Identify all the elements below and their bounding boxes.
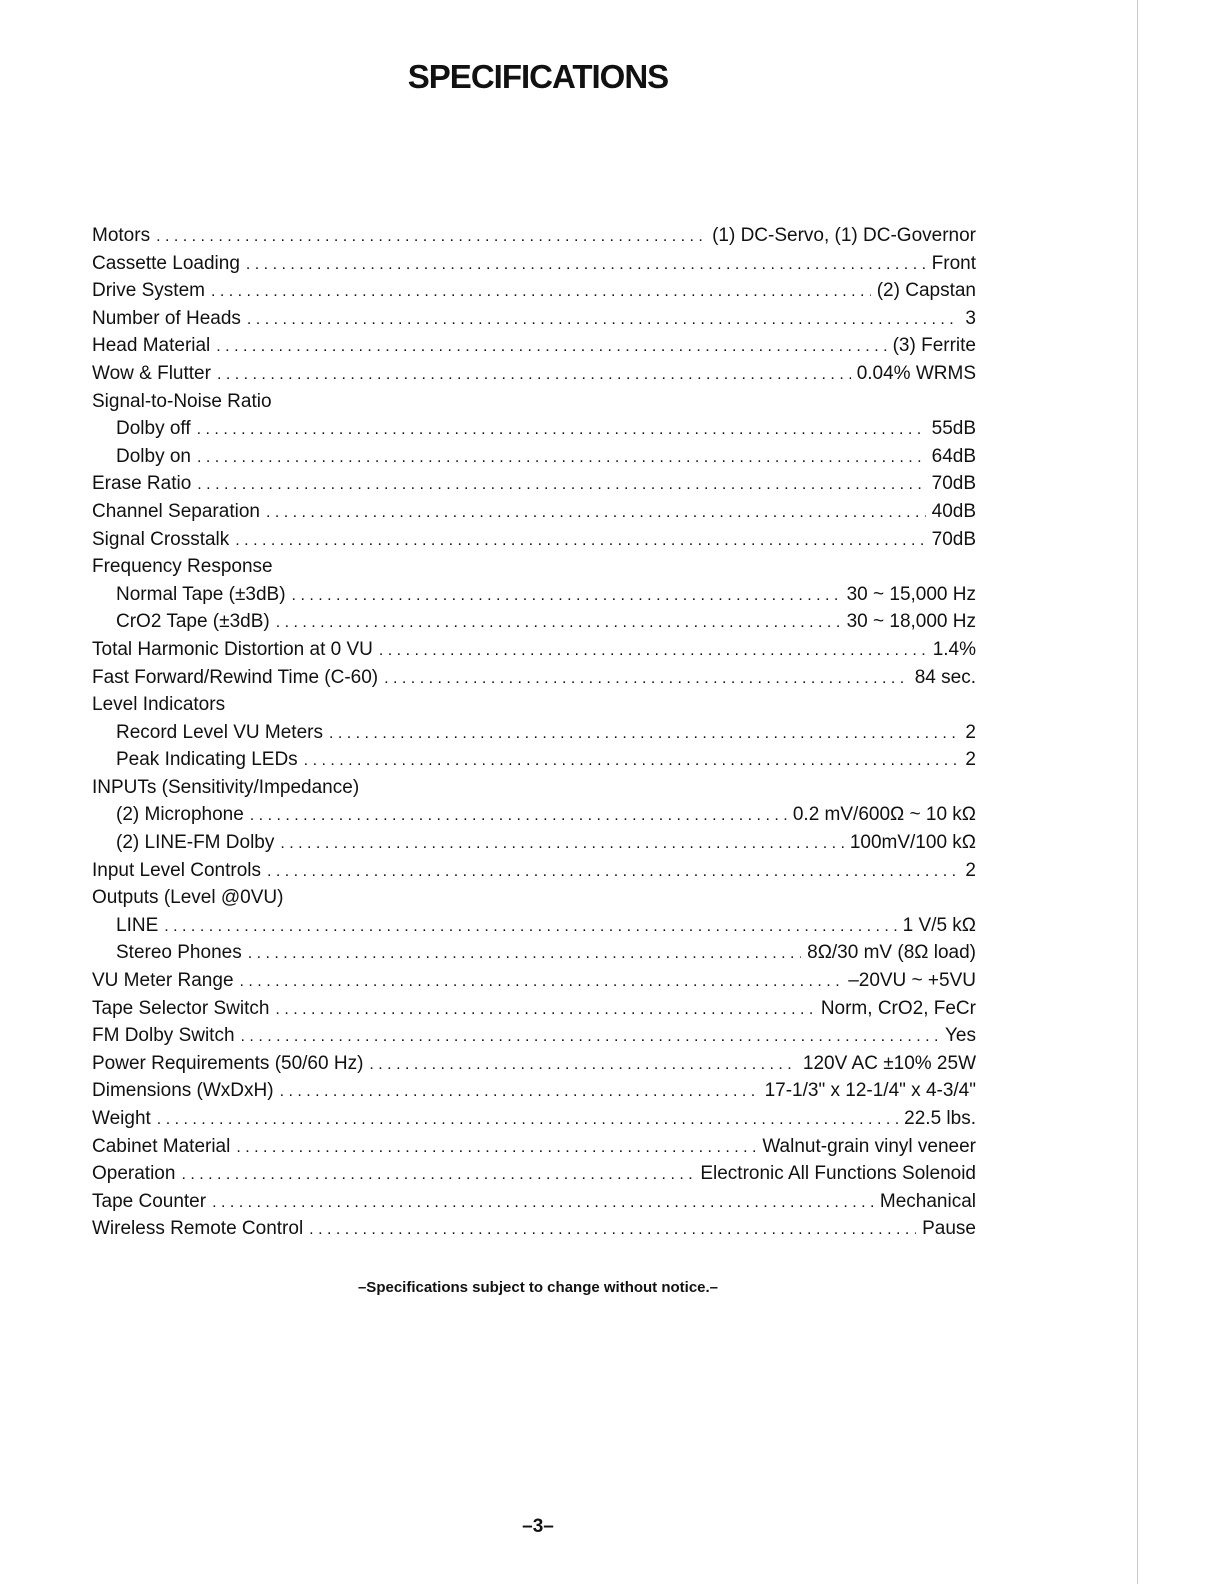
dot-leader [181,1161,694,1189]
spec-label: Stereo Phones [116,942,242,964]
spec-label: CrO2 Tape (±3dB) [116,611,270,633]
spec-row-tape-counter [92,1188,976,1216]
dot-leader [197,416,926,444]
spec-value: Mechanical [879,1190,976,1212]
dot-leader [216,333,886,361]
spec-value: 30 ~ 15,000 Hz [846,583,976,605]
spec-row-tape-selector [92,995,976,1023]
spec-value: –20VU ~ +5VU [848,970,976,992]
spec-row-wow-flutter [92,360,976,388]
spec-value: 30 ~ 18,000 Hz [846,611,976,633]
spec-value: 1 V/5 kΩ [902,914,976,936]
spec-label: Signal Crosstalk [92,528,230,550]
spec-label: Dolby on [116,445,191,467]
spec-label: Number of Heads [92,307,241,329]
spec-value: 3 [965,307,976,329]
dot-leader [329,720,959,748]
spec-label: Fast Forward/Rewind Time (C-60) [92,666,379,688]
spec-row-cassette-loading [92,250,976,278]
dot-leader [247,306,960,334]
spec-label: Head Material [92,335,211,357]
spec-label: Wireless Remote Control [92,1218,304,1240]
spec-row-cabinet-material [92,1133,976,1161]
spec-row-motors [92,222,976,250]
spec-value: Norm, CrO2, FeCr [820,997,976,1019]
spec-value: Walnut-grain vinyl veneer [762,1135,976,1157]
dot-leader [235,527,925,555]
spec-label: Power Requirements (50/60 Hz) [92,1052,364,1074]
dot-leader [384,665,909,693]
dot-leader [280,830,843,858]
dot-leader [266,499,926,527]
dot-leader [369,1051,797,1079]
spec-row-power [92,1050,976,1078]
spec-label: Motors [92,225,151,246]
spec-row-microphone [92,801,976,829]
spec-label: VU Meter Range [92,970,234,992]
spec-row-input-level-controls [92,857,976,885]
spec-label: Cabinet Material [92,1135,231,1157]
spec-label: Tape Selector Switch [92,997,270,1019]
dot-leader [217,361,851,389]
spec-value: 2 [965,859,976,881]
spec-value: 100mV/100 kΩ [849,832,976,854]
spec-value: (2) Capstan [876,280,976,302]
spec-label: Total Harmonic Distortion at 0 VU [92,638,373,660]
spec-value: 0.2 mV/600Ω ~ 10 kΩ [792,804,976,826]
dot-leader [292,582,841,610]
spec-label: Cassette Loading [92,252,240,274]
spec-row-vu-meters [92,719,976,747]
spec-row-operation [92,1160,976,1188]
spec-section-label: Outputs (Level @0VU) [92,887,284,909]
dot-leader [309,1216,916,1244]
spec-value: 2 [965,749,976,771]
spec-row-dolby-on [92,443,976,471]
spec-row-dimensions [92,1077,976,1105]
spec-value: Electronic All Functions Solenoid [700,1163,976,1185]
spec-value: 55dB [931,418,976,440]
dot-leader [197,444,926,472]
spec-section-label: Signal-to-Noise Ratio [92,390,272,412]
dot-leader [280,1078,759,1106]
spec-label: (2) Microphone [116,804,244,826]
spec-value: (1) DC-Servo, (1) DC-Governor [712,225,976,246]
spec-label: Operation [92,1163,176,1185]
dot-leader [275,996,814,1024]
spec-heading-frequency-response [92,553,976,581]
spec-row-ff-rewind-time [92,664,976,692]
page-title: SPECIFICATIONS [407,58,669,95]
spec-value: 1.4% [932,638,976,660]
dot-leader [250,802,787,830]
spec-section-label: Level Indicators [92,694,226,716]
dot-leader [157,1106,898,1134]
dot-leader [241,1023,939,1051]
spec-value: 84 sec. [914,666,976,688]
spec-row-wireless-remote [92,1215,976,1243]
dot-leader [236,1134,756,1162]
spec-value: 8Ω/30 mV (8Ω load) [807,942,976,964]
spec-row-thd [92,636,976,664]
spec-section-label: INPUTs (Sensitivity/Impedance) [92,776,360,798]
spec-label: Record Level VU Meters [116,721,323,743]
spec-row-channel-separation [92,498,976,526]
spec-label: Drive System [92,280,205,302]
spec-label: (2) LINE-FM Dolby [116,832,275,854]
dot-leader [248,940,801,968]
spec-row-drive-system [92,277,976,305]
dot-leader [304,747,960,775]
spec-label: Normal Tape (±3dB) [116,583,286,605]
spec-row-stereo-phones [92,939,976,967]
spec-label: FM Dolby Switch [92,1025,235,1047]
spec-label: Erase Ratio [92,473,192,495]
dot-leader [164,913,896,941]
spec-value: Yes [945,1025,976,1047]
spec-row-number-of-heads [92,305,976,333]
spec-row-cro2-tape [92,608,976,636]
spec-label: Wow & Flutter [92,362,211,384]
spec-value: 70dB [931,473,976,495]
spec-value: 64dB [931,445,976,467]
spec-label: Tape Counter [92,1190,207,1212]
spec-row-signal-crosstalk [92,526,976,554]
spec-label: Dimensions (WxDxH) [92,1080,274,1102]
dot-leader [156,223,706,251]
spec-row-vu-meter-range [92,967,976,995]
spec-row-dolby-off [92,415,976,443]
spec-heading-level-indicators [92,691,976,719]
dot-leader [267,858,959,886]
spec-row-peak-leds [92,746,976,774]
spec-row-line-output [92,912,976,940]
spec-label: Peak Indicating LEDs [116,749,298,771]
spec-label: Weight [92,1108,151,1129]
spec-heading-inputs [92,774,976,802]
spec-value: 0.04% WRMS [856,362,976,384]
dot-leader [276,609,841,637]
dot-leader [246,251,926,279]
spec-value: Pause [922,1218,976,1240]
spec-label: Input Level Controls [92,859,261,881]
spec-row-line-fm-dolby [92,829,976,857]
spec-value: 17-1/3" x 12-1/4" x 4-3/4" [764,1080,976,1102]
spec-label: Channel Separation [92,500,260,522]
spec-value: 40dB [931,500,976,522]
spec-value: 2 [965,721,976,743]
spec-value: 22.5 lbs. [904,1108,976,1129]
spec-row-head-material [92,332,976,360]
spec-value: 70dB [931,528,976,550]
dot-leader [211,278,871,306]
spec-row-weight [92,1105,976,1133]
spec-value: (3) Ferrite [892,335,976,357]
spec-value: 120V AC ±10% 25W [802,1052,976,1074]
spec-section-label: Frequency Response [92,556,273,578]
spec-label: LINE [116,914,159,936]
spec-label: Dolby off [116,418,191,440]
scan-edge-line [1137,0,1138,1584]
spec-heading-outputs [92,884,976,912]
spec-row-normal-tape [92,581,976,609]
change-notice: –Specifications subject to change without notice.– [357,1279,719,1296]
dot-leader [240,968,843,996]
spec-heading-signal-to-noise [92,388,976,416]
dot-leader [212,1189,874,1217]
specifications-list [92,222,976,1243]
page-number: –3– [522,1516,554,1537]
spec-row-fm-dolby-switch [92,1022,976,1050]
spec-row-erase-ratio [92,470,976,498]
dot-leader [197,471,925,499]
dot-leader [379,637,927,665]
spec-value: Front [931,252,976,274]
